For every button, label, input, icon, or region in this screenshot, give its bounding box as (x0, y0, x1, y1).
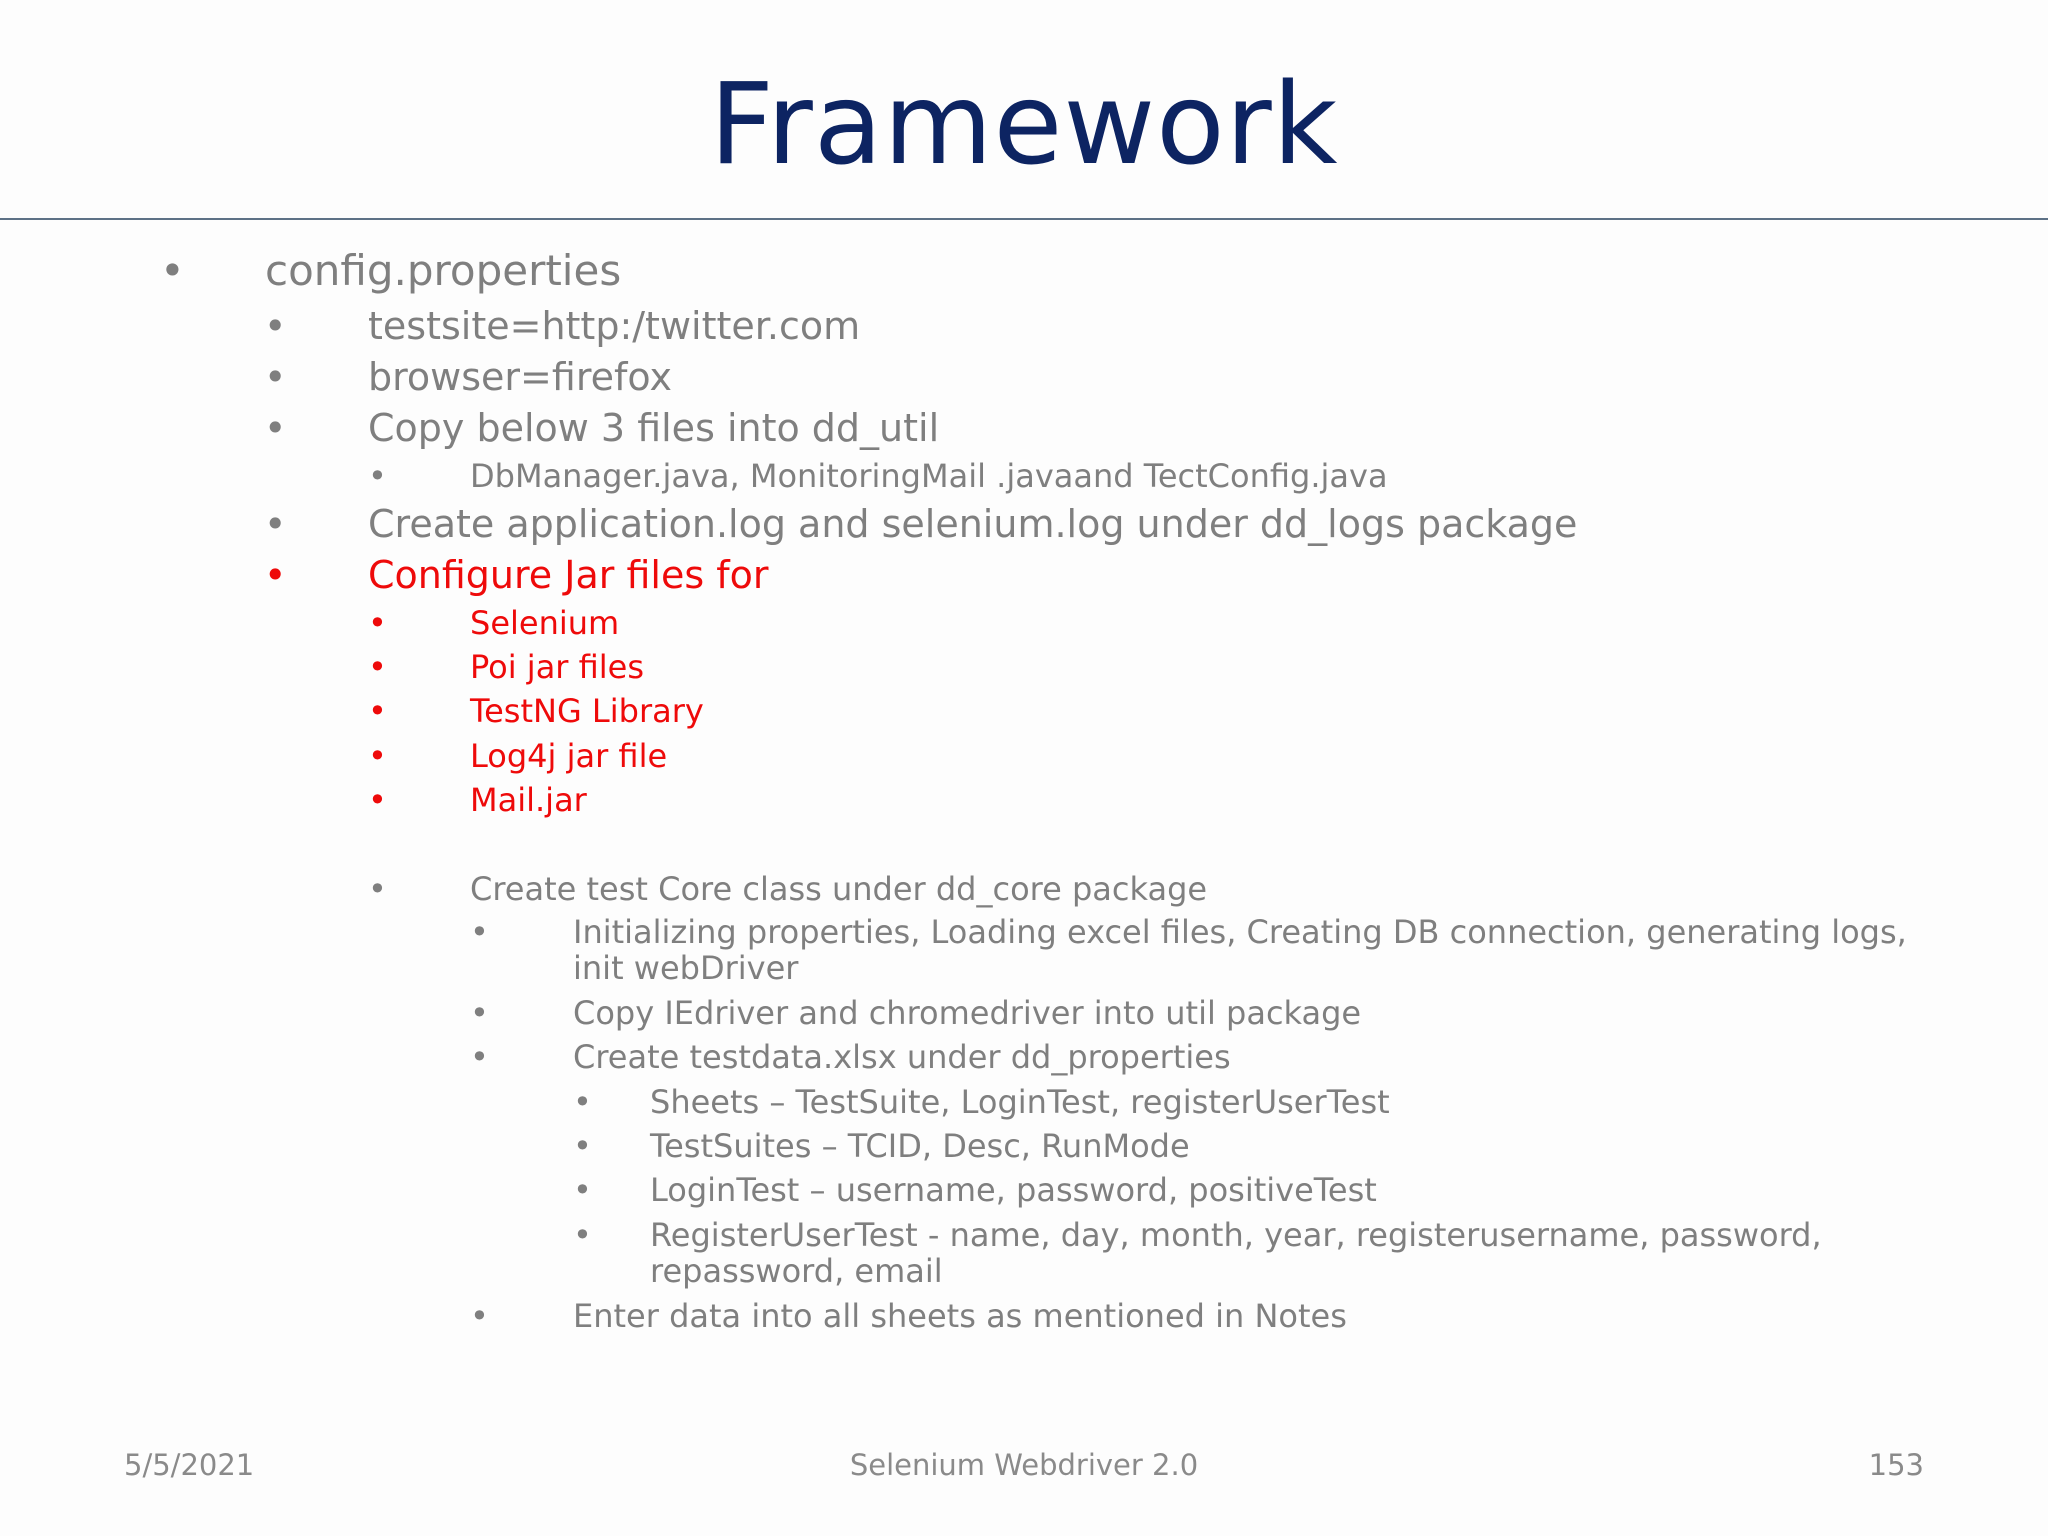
list-item: Mail.jar (470, 781, 587, 819)
bullet-marker: • (470, 913, 489, 951)
bullet-marker: • (264, 355, 287, 399)
list-item: testsite=http:/twitter.com (368, 304, 861, 348)
list-item: Enter data into all sheets as mentioned in Notes (573, 1297, 1347, 1335)
list-item: TestSuites – TCID, Desc, RunMode (650, 1127, 1190, 1165)
bullet-marker: • (573, 1127, 592, 1165)
list-item: Sheets – TestSuite, LoginTest, registerUserTest (650, 1083, 1390, 1121)
bullet-marker: • (573, 1083, 592, 1121)
list-item: Log4j jar file (470, 737, 668, 775)
footer-title: Selenium Webdriver 2.0 (849, 1448, 1199, 1482)
slide-number: 153 (1868, 1448, 1924, 1482)
list-item: DbManager.java, MonitoringMail .javaand TectConfig.java (470, 457, 1388, 495)
list-item: Copy IEdriver and chromedriver into util package (573, 994, 1362, 1032)
bullet-marker: • (368, 692, 387, 730)
title-divider (0, 218, 2048, 220)
bullet-marker: • (470, 1038, 489, 1076)
bullet-marker: • (264, 502, 287, 546)
list-item: Poi jar files (470, 648, 645, 686)
list-item: RegisterUserTest - name, day, month, year, registerusername, password, repassword, email (650, 1216, 1822, 1290)
bullet-marker: • (264, 304, 287, 348)
bullet-marker: • (368, 457, 387, 495)
list-item: LoginTest – username, password, positiveTest (650, 1171, 1377, 1209)
slide-title: Framework (709, 60, 1339, 190)
list-item: Copy below 3 files into dd_util (368, 406, 940, 450)
list-item: Configure Jar files for (368, 553, 769, 597)
bullet-marker: • (470, 1297, 489, 1335)
list-item: config.properties (265, 246, 622, 295)
footer-date: 5/5/2021 (124, 1448, 255, 1482)
list-item: Create application.log and selenium.log under dd_logs package (368, 502, 1578, 546)
bullet-marker: • (368, 604, 387, 642)
bullet-marker: • (470, 994, 489, 1032)
bullet-marker: • (573, 1216, 592, 1254)
list-item: Create test Core class under dd_core package (470, 870, 1208, 908)
bullet-marker: • (368, 781, 387, 819)
list-item: Create testdata.xlsx under dd_properties (573, 1038, 1231, 1076)
list-item: TestNG Library (470, 692, 704, 730)
bullet-marker: • (573, 1171, 592, 1209)
list-item: Selenium (470, 604, 620, 642)
bullet-marker: • (368, 870, 387, 908)
bullet-marker: • (160, 246, 185, 295)
bullet-marker: • (368, 648, 387, 686)
list-item: Initializing properties, Loading excel files, Creating DB connection, generating logs, init webDriver (573, 913, 1907, 987)
bullet-marker: • (264, 406, 287, 450)
bullet-marker: • (264, 553, 287, 597)
bullet-marker: • (368, 737, 387, 775)
list-item: browser=firefox (368, 355, 672, 399)
